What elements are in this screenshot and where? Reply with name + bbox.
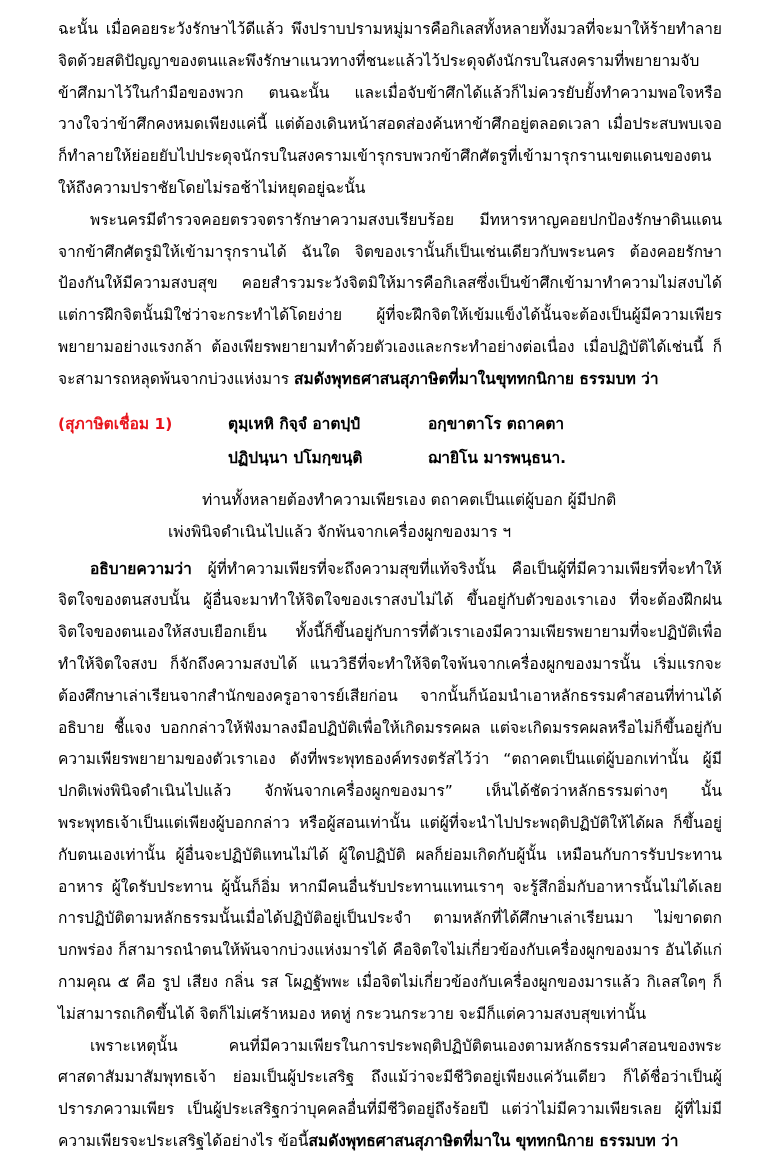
- explanation-paragraph: [58, 554, 722, 1031]
- verse-line-2b: ฌายิโน มารพนฺธนา.: [428, 448, 567, 467]
- pali-verse: [58, 408, 722, 476]
- paragraph-2-text: พระนครมีตำรวจคอยตรวจตรารักษาความสงบเรียบร้อย มีทหารหาญคอยปกป้องรักษาดินแดนจากข้าศึกศัตรูมิให้เข้ามารุกรานได้ ฉันใด จิตของเรานั้นก็เป็นเช่นเดียวกับพระนคร ต้องคอยรักษาป้องกันให้มีความสงบสุข คอยสำรวมระวังจิตมิให้มารคือกิเลสซึ่งเป็นข้าศึกเข้ามาทำความไม่สงบได้ แต่การฝึกจิตนั้นมิใช่ว่าจะกระทำได้โดยง่าย ผู้ที่จะฝึกจิตให้เข้มแข็งได้นั้นจะต้องเป็นผู้มีความเพียรพยายามอย่างแรงกล้า ต้องเพียรพยายามทำด้วยตัวเองและกระทำอย่างต่อเนื่อง เมื่อปฏิบัติได้เช่นนี้ ก็จะสามารถหลุดพ้นจากบ่วงแห่งมาร: [58, 210, 722, 388]
- paragraph-2-bold: สมดังพุทธศาสนสุภาษิตที่มาในขุททกนิกาย ธรรมบท ว่า: [294, 369, 659, 388]
- closing-bold: สมดังพุทธศาสนสุภาษิตที่มาใน ขุททกนิกาย ธรรมบท ว่า: [308, 1131, 679, 1150]
- translation-line-1: ท่านทั้งหลายต้องทำความเพียรเอง ตถาคตเป็นแต่ผู้บอก ผู้มีปกติ: [202, 490, 617, 509]
- paragraph-1: [58, 14, 722, 205]
- verse-tag: (สุภาษิตเชื่อม 1): [58, 414, 173, 433]
- verse-row-1: [58, 408, 722, 442]
- verse-translation: [58, 484, 722, 548]
- paragraph-1-text: ฉะนั้น เมื่อคอยระวังรักษาไว้ดีแล้ว พึงปราบปรามหมู่มารคือกิเลสทั้งหลายทั้งมวลที่จะมาให้ร้ายทำลายจิตด้วยสติปัญญาของตนและพึงรักษาแนวทางที่ชนะแล้วไว้ประดุจดังนักรบในสงครามที่พยายามจับข้าศึกมาไว้ในกำมือของพวก ตนฉะนั้น และเมื่อจับข้าศึกได้แล้วก็ไม่ควรยับยั้งทำความพอใจหรือวางใจว่าข้าศึกคงหมดเพียงแค่นี้ แต่ต้องเดินหน้าสอดส่องค้นหาข้าศึกอยู่ตลอดเวลา เมื่อประสบพบเจอก็ทำลายให้ย่อยยับไปประดุจนักรบในสงครามเข้ารุกรบพวกข้าศึกศัตรูที่เข้ามารุกรานเขตแดนของตนให้ถึงความปราชัยโดยไม่รอช้าไม่หยุดอยู่ฉะนั้น: [58, 20, 722, 197]
- verse-line-2a: ปฏิปนฺนา ปโมกฺขนฺติ: [228, 448, 363, 467]
- explanation-body: ผู้ที่ทำความเพียรที่จะถึงความสุขที่แท้จริงนั้น คือเป็นผู้ที่มีความเพียรที่จะทำให้จิตใจของตนสงบนั้น ผู้อื่นจะมาทำให้จิตใจของเราสงบไม่ได้ ขึ้นอยู่กับตัวของเราเอง ที่จะต้องฝึกฝนจิตใจของตนเองให้สงบเยือกเย็น ทั้งนี้ก็ขึ้นอยู่กับการที่ตัวเราเองมีความเพียรพยายามที่จะปฏิบัติเพื่อทำให้จิตใจสงบ ก็จักถึงความสงบได้ แนววิธีที่จะทำให้จิตใจพ้นจากเครื่องผูกของมารนั้น เริ่มแรกจะต้องศึกษาเล่าเรียนจากสำนักของครูอาจารย์เสียก่อน จากนั้นก็น้อมนำเอาหลักธรรมคำสอนที่ท่านได้อธิบาย ชี้แจง บอกกล่าวให้ฟังมาลงมือปฏิบัติเพื่อให้เกิดมรรคผล แต่จะเกิดมรรคผลหรือไม่ก็ขึ้นอยู่กับความเพียรพยายามของตัวเราเอง ดังที่พระพุทธองค์ทรงตรัสไว้ว่า “ตถาคตเป็นแต่ผู้บอกเท่านั้น ผู้มีปกติเพ่งพินิจดำเนินไปแล้ว จักพ้นจากเครื่องผูกของมาร” เห็นได้ชัดว่าหลักธรรมต่างๆ นั้น พระพุทธเจ้าเป็นแต่เพียงผู้บอกกล่าว หรือผู้สอนเท่านั้น แต่ผู้ที่จะนำไปประพฤติปฏิบัติให้ได้ผล ก็ขึ้นอยู่กับตนเองเท่านั้น ผู้อื่นจะปฏิบัติแทนไม่ได้ ผู้ใดปฏิบัติ ผลก็ย่อมเกิดกับผู้นั้น เหมือนกับการรับประทานอาหาร ผู้ใดรับประทาน ผู้นั้นก็อิ่ม หากมีคนอื่นรับประทานแทนเราๆ จะรู้สึกอิ่มกับอาหารนั้นไม่ได้เลย การปฏิบัติตามหลักธรรมนั้นเมื่อได้ปฏิบัติอยู่เป็นประจำ ตามหลักที่ได้ศึกษาเล่าเรียนมา ไม่ขาดตกบกพร่อง ก็สามารถนำตนให้พ้นจากบ่วงแห่งมารได้ คือจิตใจไม่เกี่ยวข้องกับเครื่องผูกของมาร อันได้แก่ กามคุณ ๕ คือ รูป เสียง กลิ่น รส โผฏฐัพพะ เมื่อจิตไม่เกี่ยวข้องกับเครื่องผูกของมารแล้ว กิเลสใดๆ ก็ไม่สามารถเกิดขึ้นได้ จิตก็ไม่เศร้าหมอง หดหู่ กระวนกระวาย จะมีก็แต่ความสงบสุขเท่านั้น: [58, 559, 722, 1023]
- verse-line-1b: อกฺขาตาโร ตถาคตา: [428, 414, 565, 433]
- closing-paragraph: [58, 1031, 722, 1158]
- verse-row-2: [58, 442, 722, 476]
- explanation-heading: อธิบายความว่า: [90, 559, 192, 578]
- closing-body: เพราะเหตุนั้น คนที่มีความเพียรในการประพฤติปฏิบัติตนเองตามหลักธรรมคำสอนของพระศาสดาสัมมาสัมพุทธเจ้า ย่อมเป็นผู้ประเสริฐ ถึงแม้ว่าจะมีชีวิตอยู่เพียงแค่วันเดียว ก็ได้ชื่อว่าเป็นผู้ปรารภความเพียร เป็นผู้ประเสริฐกว่าบุคคลอื่นที่มีชีวิตอยู่ถึงร้อยปี แต่ว่าไม่มีความเพียรเลย ผู้ที่ไม่มีความเพียรจะประเสริฐได้อย่างไร ข้อนี้: [58, 1036, 722, 1150]
- paragraph-2: [58, 205, 722, 396]
- translation-line-2: เพ่งพินิจดำเนินไปแล้ว จักพ้นจากเครื่องผูกของมาร ฯ: [168, 522, 512, 541]
- verse-line-1a: ตุมฺเหหิ กิจฺจํ อาตปฺปํ: [228, 414, 361, 433]
